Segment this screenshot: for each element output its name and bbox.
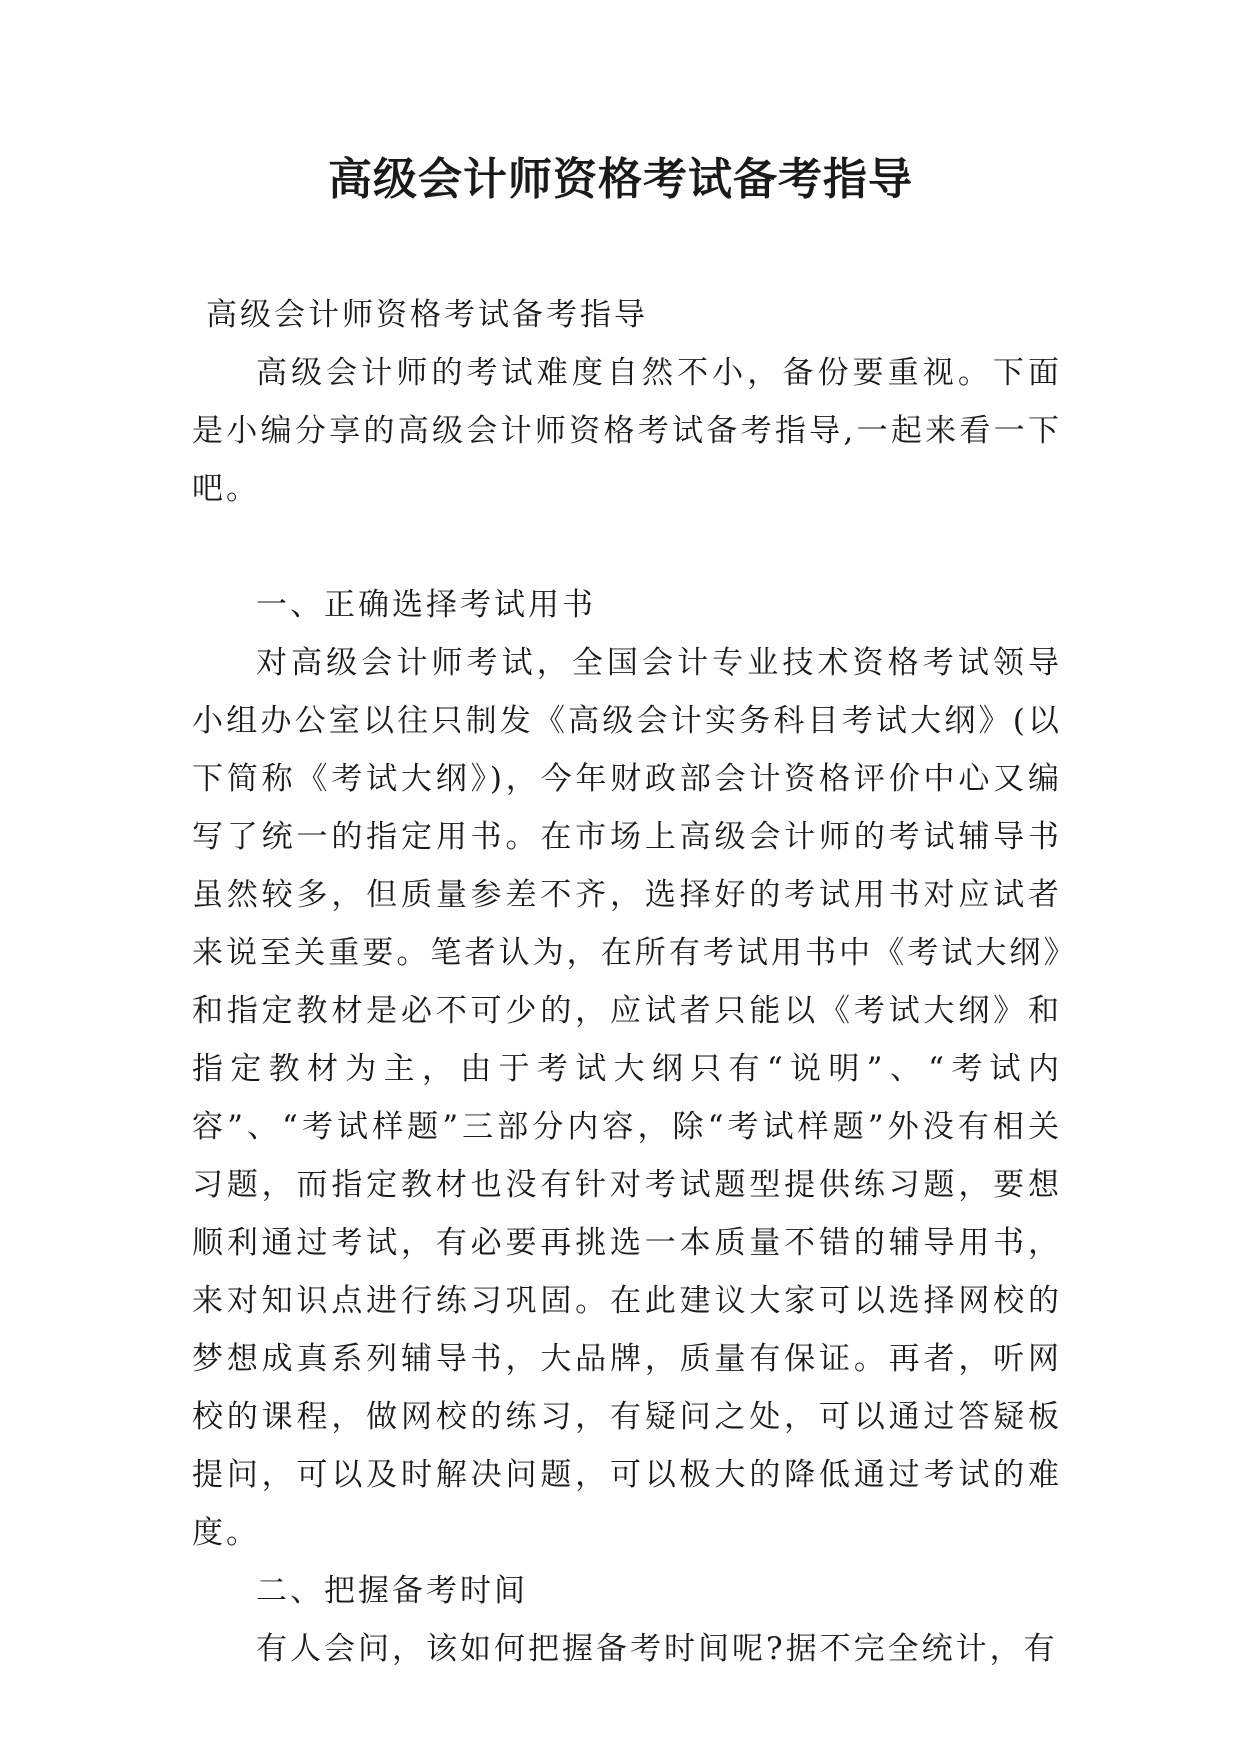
section-heading-2: 二、把握备考时间 [256,1573,528,1609]
document-subtitle: 高级会计师资格考试备考指导 [206,297,648,333]
paragraph-spacer [192,518,1062,576]
section-heading-1: 一、正确选择考试用书 [256,587,596,623]
intro-paragraph: 高级会计师的考试难度自然不小，备份要重视。下面是小编分享的高级会计师资格考试备考指导,一起来看一下吧。 [192,355,1062,507]
document-body [192,286,1062,1678]
document-title: 高级会计师资格考试备考指导 [328,154,913,205]
section-2-paragraph: 有人会问，该如何把握备考时间呢?据不完全统计，有 [256,1631,1058,1667]
section-1-paragraph: 对高级会计师考试，全国会计专业技术资格考试领导小组办公室以往只制发《高级会计实务科目考试大纲》(以下简称《考试大纲》)，今年财政部会计资格评价中心又编写了统一的指定用书。在市场上高级会计师的考试辅导书虽然较多，但质量参差不齐，选择好的考试用书对应试者来说至关重要。笔者认为，在所有考试用书中《考试大纲》和指定教材是必不可少的，应试者只能以《考试大纲》和指定教材为主，由于考试大纲只有“说明”、“考试内容”、“考试样题”三部分内容，除“考试样题”外没有相关习题，而指定教材也没有针对考试题型提供练习题，要想顺利通过考试，有必要再挑选一本质量不错的辅导用书，来对知识点进行练习巩固。在此建议大家可以选择网校的梦想成真系列辅导书，大品牌，质量有保证。再者，听网校的课程，做网校的练习，有疑问之处，可以通过答疑板提问，可以及时解决问题，可以极大的降低通过考试的难度。 [192,645,1062,1551]
